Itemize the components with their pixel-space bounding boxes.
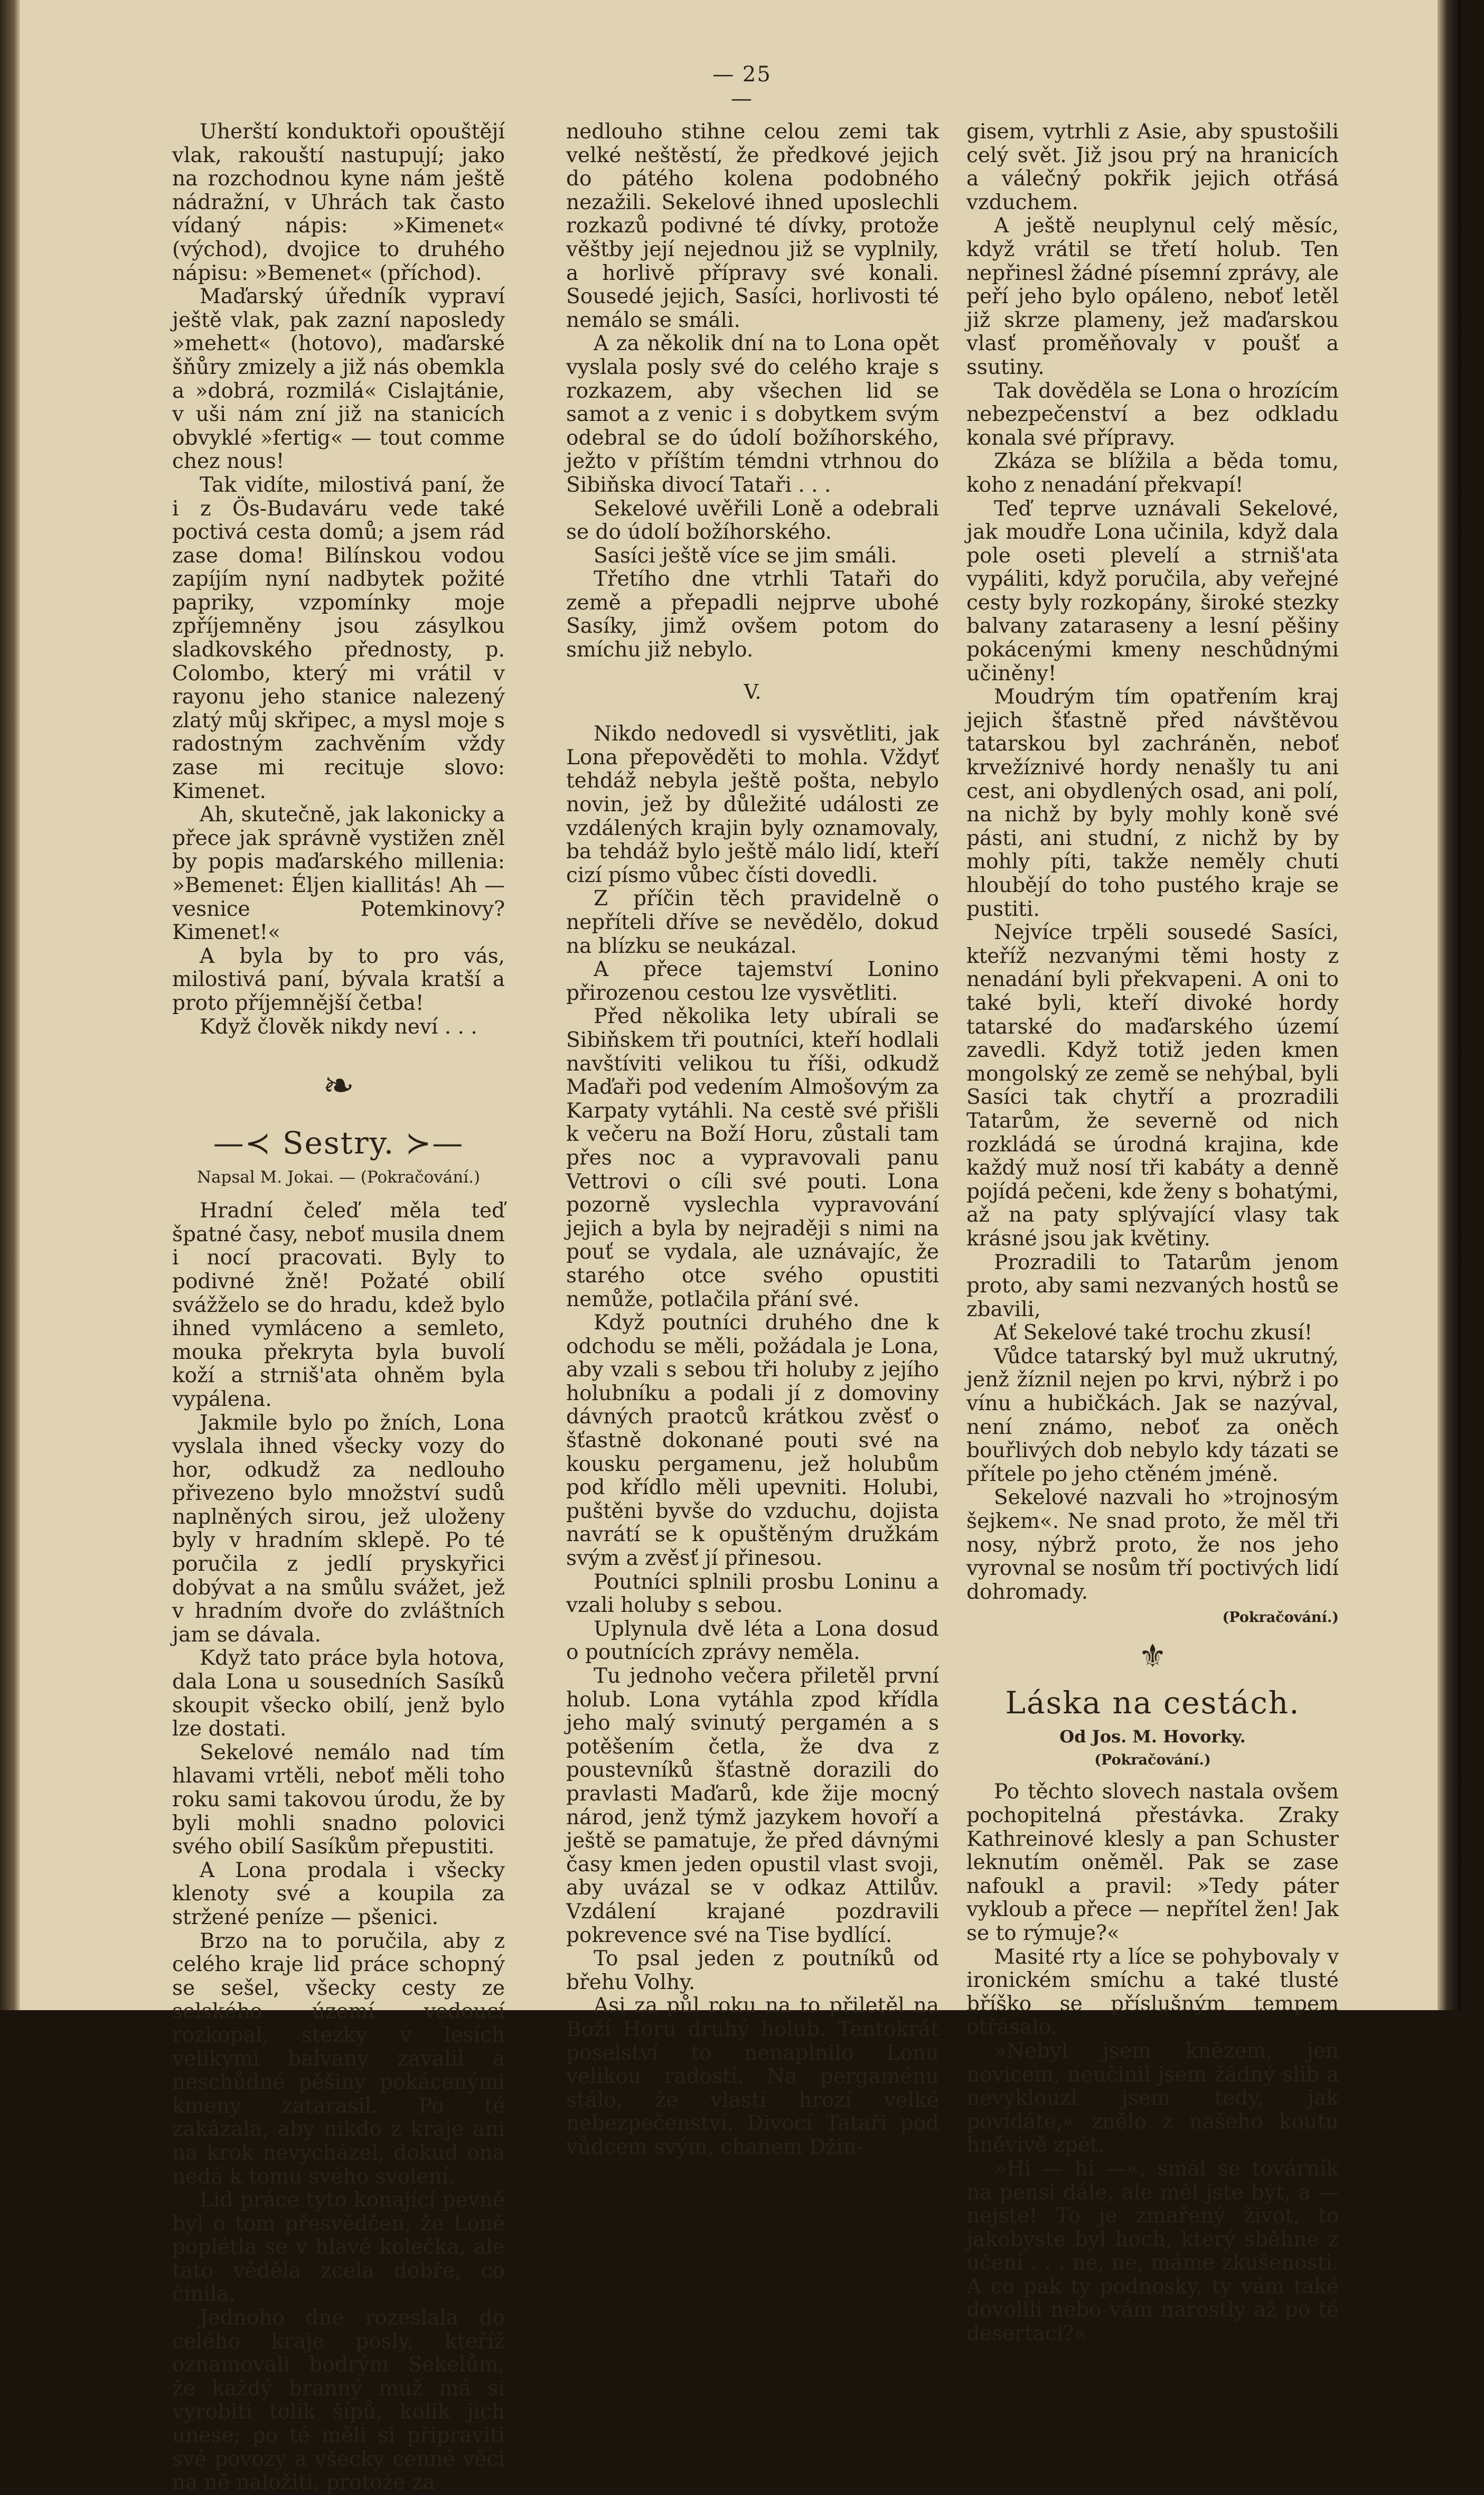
paragraph: Sasíci ještě více se jim smáli.	[594, 543, 897, 568]
paragraph: Sekelové uvěřili Loně a odebrali se do údolí božíhorského.	[566, 496, 939, 545]
paragraph: Prozradili to Tatarům jenom proto, aby sami nezvaných hostů se zbavili,	[966, 1250, 1339, 1321]
paragraph: Lid práce tyto konající pevně byl o tom přesvědčen, že Loně poplétla se v hlavě kolečka, ale tato věděla zcela dobře, co činila.	[172, 2188, 505, 2306]
paragraph: Brzo na to poručila, aby z celého kraje lid práce schopný se sešel, všecky cesty ze selského území vedoucí rozkopal, stezky v lesích velikými balvany zavalil a neschůdné pěšiny pokácenými kmeny zatarasil. Po té zakázala, aby nikdo z kraje ani na krok nevycházel, dokud ona nedá k tomu svého svolení.	[172, 1929, 505, 2189]
paragraph: Ať Sekelové také trochu zkusí!	[994, 1321, 1313, 1345]
paragraph: Třetího dne vtrhli Tataři do země a přepadli nejprve ubohé Sasíky, jimž ovšem potom do smíchu již nebylo.	[566, 567, 939, 662]
paragraph: Když poutníci druhého dne k odchodu se měli, požádala je Lona, aby vzali s sebou tři holuby z jejího holubníku a podali jí z domoviny dávných praotců krátkou zvěsť o šťastně dokonané pouti své na kousku pergamenu, jež holubům pod křídlo měli upevniti. Holubi, puštěni byvše do vzduchu, dojista navrátí se k opuštěným družkám svým a zvěsť jí přinesou.	[566, 1311, 939, 1571]
paragraph: Před několika lety ubírali se Sibiňskem tři poutníci, kteří hodlali navštíviti velikou tu říši, odkudž Maďaři pod vedením Almošovým za Karpaty vytáhli. Na cestě své přišli k večeru na Boží Horu, zůstali tam přes noc a vypravovali panu Vettrovi o cíli své pouti. Lona pozorně vyslechla vypravování jejich a byla by nejraději s nimi na pouť se vydala, ale uznávajíc, že starého otce svého opustiti nemůže, potlačila přání své.	[566, 1005, 939, 1311]
paragraph: To psal jeden z poutníků od břehu Volhy.	[566, 1947, 939, 1994]
paragraph: Poutníci splnili prosbu Loninu a vzali holuby s sebou.	[566, 1570, 939, 1618]
page-binding-shadow	[0, 0, 20, 2010]
paragraph: Nejvíce trpěli sousedé Sasíci, kteříž nezvanými těmi hosty z nenadání byli překvapeni. A oni to také byli, kteří divoké hordy tatarské do maďarského území zavedli. Když totiž jeden kmen mongolský ze země se nehýbal, byli Sasíci tak chytří a prozradili Tatarům, že severně od nich rozkládá se úrodná krajina, kde každý muž nosí tři kabáty a denně pojídá pečeni, kde ženy s bohatými, až na paty splývající vlasy tak krásné jsou jak květiny.	[966, 921, 1339, 1251]
paragraph: Po těchto slovech nastala ovšem pochopitelná přestávka. Zraky Kathreinové klesly a pan Schuster leknutím oněměl. Pak se zase nafoukl a pravil: »Tedy páter vykloub a přece — nepřítel žen! Jak se to rýmuje?«	[966, 1780, 1339, 1945]
paragraph: A byla by to pro vás, milostivá paní, bývala kratší a proto příjemnější četba!	[172, 944, 505, 1015]
paragraph: Tak dověděla se Lona o hrozícím nebezpečenství a bez odkladu konala své přípravy.	[966, 379, 1339, 450]
paragraph: Sekelové nemálo nad tím hlavami vrtěli, neboť měli toho roku sami takovou úrodu, že by byli mohli snadno polovici svého obilí Sasíkům přepustiti.	[172, 1740, 505, 1859]
paragraph: A přece tajemství Lonino přirozenou cestou lze vysvětliti.	[566, 958, 939, 1005]
paragraph: »Hi — hi —«, smál se továrník na pensi dále, ale měl jste být, a — nejste! To je zmařený život, to jakobyste byl hoch, který sběhne z učení . . . ne, ne, máme zkušenosti. A co pak ty podnosky, ty vám také dovolili nebo vám narostly až po té desertaci?«	[966, 2156, 1339, 2346]
fleur-ornament-icon: ⚜	[1138, 1638, 1167, 1675]
article-byline: Od Jos. M. Hovorky.	[1059, 1727, 1246, 1747]
paragraph: Když tato práce byla hotova, dala Lona u sousedních Sasíků skoupit všecko obilí, jenž bylo lze dostati.	[172, 1646, 505, 1741]
continuation-note: (Pokračování.)	[1222, 1609, 1339, 1626]
article-byline: Napsal M. Jokai. — (Pokračování.)	[196, 1168, 481, 1187]
column-2	[566, 120, 939, 2159]
paragraph: Uherští konduktoři opouštějí vlak, rakouští nastupují; jako na rozchodnou kyne nám ještě nádražní, v Uhrách tak často vídaný nápis: »Kimenet« (východ), dvojice to druhého nápisu: »Bemenet« (příchod).	[172, 120, 505, 285]
section-heading-v: V.	[744, 680, 762, 704]
paragraph: Hradní čeleď měla teď špatné časy, neboť musila dnem i nocí pracovati. Byly to podivné žně! Požaté obilí svážželo se do hradu, kdež bylo ihned vymláceno a semleto, mouka překryta byla buvolí koží a strniš'ata ohněm byla vypálena.	[172, 1199, 505, 1411]
continuation-note: (Pokračování.)	[1094, 1752, 1211, 1769]
paragraph: A Lona prodala i všecky klenoty své a koupila za stržené peníze — pšenici.	[172, 1858, 505, 1929]
paragraph: Když člověk nikdy neví . . .	[200, 1015, 477, 1039]
article-title-laska: Láska na cestách.	[1005, 1685, 1300, 1721]
page-number: — 25 —	[712, 62, 772, 111]
title-flourish-right: ≻—	[405, 1125, 464, 1161]
paragraph: Teď teprve uznávali Sekelové, jak moudře Lona učinila, když dala pole oseti plevelí a strniš'ata vypáliti, když poručila, aby veřejné cesty byly rozkopány, široké stezky balvany zataraseny a lesní pěšiny pokácenými kmeny neschůdnými učiněny!	[966, 496, 1339, 686]
paragraph: nedlouho stihne celou zemi tak velké neštěstí, že předkové jejich do pátého kolena podobného nezažili. Sekelové ihned uposlechli rozkazů podivné té dívky, protože věštby její nejednou již se vyplnily, a horlivě přípravy své konali. Sousedé jejich, Sasíci, horlivosti té nemálo se smáli.	[566, 120, 939, 332]
paragraph: Ah, skutečně, jak lakonicky a přece jak správně vystižen zněl by popis maďarského millenia: »Bemenet: Éljen kiallitás! Ah — vesnice Potemkinovy? Kimenet!«	[172, 803, 505, 945]
paragraph: gisem, vytrhli z Asie, aby spustošili celý svět. Již jsou prý na hranicích a válečný pokřik jejich otřásá vzduchem.	[966, 120, 1339, 214]
paragraph: Zkáza se blížila a běda tomu, koho z nenadání překvapí!	[966, 449, 1339, 497]
paragraph: Sekelové nazvali ho »trojnosým šejkem«. Ne snad proto, že měl tři nosy, nýbrž proto, že nos jeho vyrovnal se nosům tří poctivých lidí dohromady.	[966, 1486, 1339, 1604]
title-text: Sestry.	[282, 1125, 395, 1161]
paragraph: Maďarský úředník vypraví ještě vlak, pak zazní naposledy »mehett« (hotovo), maďarské šňůry zmizely a již nás obemkla a »dobrá, rozmilá« Cislajtánie, v uši nám zní již na stanicích obvyklé »fertig« — tout comme chez nous!	[172, 285, 505, 474]
paragraph: Nikdo nedovedl si vysvětliti, jak Lona přepověděti to mohla. Vždyť tehdáž nebyla ještě pošta, nebylo novin, jež by důležité události ze vzdálených krajin byly oznamovaly, ba tehdáž bylo ještě málo lidí, kteří cizí písmo vůbec čísti dovedli.	[566, 722, 939, 887]
paragraph: Jakmile bylo po žních, Lona vyslala ihned všecky vozy do hor, odkudž za nedlouho přivezeno bylo množství sudů naplněných sirou, jež uloženy byly v hradním sklepě. Po té poručila z jedlí pryskyřici dobývat a na smůlu svážet, jež v hradním dvoře do zvláštních jam se dávala.	[172, 1411, 505, 1647]
paragraph: »Nebyl jsem knězem, jen novicem, neučinil jsem žádný slib a nevyklouzl jsem tedy, jak povídáte,« znělo z našeho koutu hněvivě zpět.	[966, 2039, 1339, 2158]
paragraph: Z příčin těch pravidelně o nepříteli dříve se nevědělo, dokud na blízku se neukázal.	[566, 887, 939, 958]
paragraph: Jednoho dne rozeslala do celého kraje posly, kteříž oznamovali bodrým Sekelům, že každý branný muž má si vyrobiti tolik šípů, kolik jich unese; po té měli si připraviti své povozy a všecky cenné věci na ně naložiti, protože za	[172, 2306, 505, 2495]
column-1	[172, 120, 505, 2495]
paragraph: Moudrým tím opatřením kraj jejich šťastně před návštěvou tatarskou byl zachráněn, neboť krvežíznivé hordy nenašly tu ani cest, ani obydlených osad, ani polí, na nichž by byly mohly koně své pásti, ani studní, z nichž by by mohly píti, takže neměly chuti hloubějí do toho pustého kraje se pustiti.	[966, 685, 1339, 921]
column-3	[966, 120, 1339, 2346]
title-flourish-left: —≺	[213, 1125, 272, 1161]
paragraph: Vůdce tatarský byl muž ukrutný, jenž žíznil nejen po krvi, nýbrž i po vínu a hubičkách. Jak se nazýval, není známo, neboť za oněch bouřlivých dob nebylo kdy tázati se přítele po jeho ctěném jméně.	[966, 1344, 1339, 1486]
paragraph: Masité rty a líce se pohybovaly v ironickém smíchu a také tlusté bříško se příslušným tempem otřásalo.	[966, 1945, 1339, 2040]
article-title-sestry	[172, 1124, 505, 1161]
page-edge-shadow	[1438, 0, 1461, 2010]
paragraph: Uplynula dvě léta a Lona dosud o poutnících zprávy neměla.	[566, 1617, 939, 1665]
paragraph: A ještě neuplynul celý měsíc, když vrátil se třetí holub. Ten nepřinesl žádné písemní zprávy, ale peří jeho bylo opáleno, neboť letěl již skrze plameny, jež maďarskou vlasť proměňovaly v poušť a ssutiny.	[966, 214, 1339, 379]
paragraph: Tak vidíte, milostivá paní, že i z Ös-Budaváru vede také poctivá cesta domů; a jsem rád zase doma! Bilínskou vodou zapíjím nyní nadbytek požité papriky, vzpomínky moje zpříjemněny jsou zásylkou sladkovského přednosty, p. Colombo, který mi vrátil v rayonu jeho stanice nalezený zlatý můj skřipec, a mysl moje s radostným zachvěním vždy zase mi recituje slovo: Kimenet.	[172, 473, 505, 803]
paragraph: Asi za půl roku na to přiletěl na Boží Horu druhý holub. Tentokrát poselství to nenaplnilo Lonu velikou radostí. Na pergaménu stálo, že vlasti hrozí velké nebezpečenství. Divocí Tataři pod vůdcem svým, chanem Džin-	[566, 1994, 939, 2159]
paragraph: Tu jednoho večera přiletěl první holub. Lona vytáhla zpod křídla jeho malý svinutý pergamén a s potěšením četla, že dva z poustevníků šťastně dorazili do pravlasti Maďarů, kde žije mocný národ, jenž týmž jazykem hovoří a ještě se pamatuje, že před dávnými časy kmen jeden opustil vlast svoji, aby uvázal se v odkaz Attilův. Vzdálení krajané pozdravili pokrevence své na Tise bydlící.	[566, 1664, 939, 1947]
paragraph: A za několik dní na to Lona opět vyslala posly své do celého kraje s rozkazem, aby všechen lid se samot a z venic i s dobytkem svým odebral se do údolí božíhorského, ježto v příštím témdni vtrhnou do Sibiňska divocí Tataři . . .	[566, 332, 939, 497]
leaf-ornament-icon: ❧	[322, 1063, 355, 1108]
